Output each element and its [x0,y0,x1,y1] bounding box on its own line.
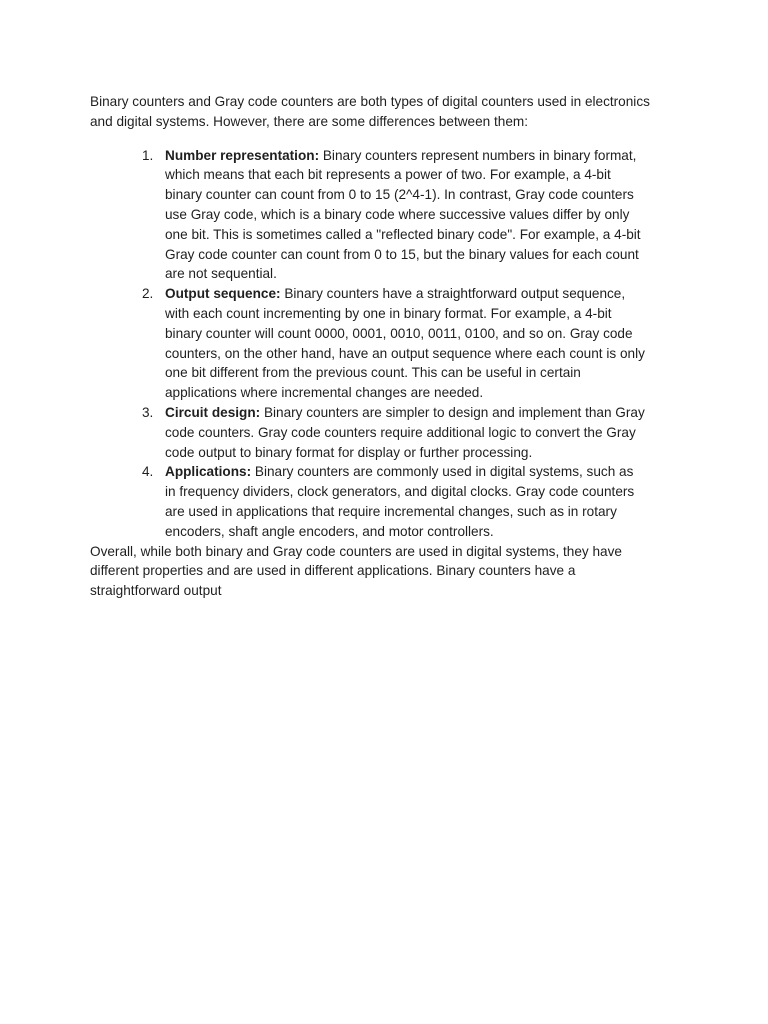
intro-paragraph: Binary counters and Gray code counters are both types of digital counters used in electronics and digital systems. However, there are some differences between them: [90,94,650,129]
list-text: Binary counters represent numbers in binary format, which means that each bit represents a power of two. For example, a 4-bit binary counter can count from 0 to 15 (2^4-1). In contrast, Gray code counters use Gray code, which is a binary code where successive values differ by only one bit. This is sometimes called a "reflected binary code". For example, a 4-bit Gray code counter can count from 0 to 15, but the binary values for each count are not sequential. [165,147,641,282]
list-text: Binary counters are commonly used in digital systems, such as in frequency dividers, clock generators, and digital clocks. Gray code counters are used in applications that require incremental changes, such as in rotary encoders, shaft angle encoders, and motor controllers. [165,464,635,539]
list-term: Number representation: [165,147,320,163]
list-term: Circuit design: [165,404,261,420]
document-body [90,92,655,601]
list-term: Output sequence: [165,286,281,302]
list-number: 2. [142,286,154,302]
list-item [90,284,655,403]
outro-paragraph: Overall, while both binary and Gray code counters are used in digital systems, they have different properties and are used in different applications. Binary counters have a straightforward output [90,543,622,599]
list-number: 3. [142,404,154,420]
list-item [90,462,655,541]
list-number: 1. [142,147,154,163]
differences-list [90,146,655,542]
list-term: Applications: [165,464,252,480]
list-text: Binary counters have a straightforward output sequence, with each count incrementing by one in binary format. For example, a 4-bit binary counter will count 0000, 0001, 0010, 0011, 0100, and so on. Gray code counters, on the other hand, have an output sequence where each count is only one bit different from the previous count. This can be useful in certain applications where incremental changes are needed. [165,286,645,401]
list-item [90,403,655,462]
list-number: 4. [142,464,154,480]
list-item [90,146,655,285]
list-text: Binary counters are simpler to design and implement than Gray code counters. Gray code counters require additional logic to convert the Gray code output to binary format for display or further processing. [165,404,645,460]
